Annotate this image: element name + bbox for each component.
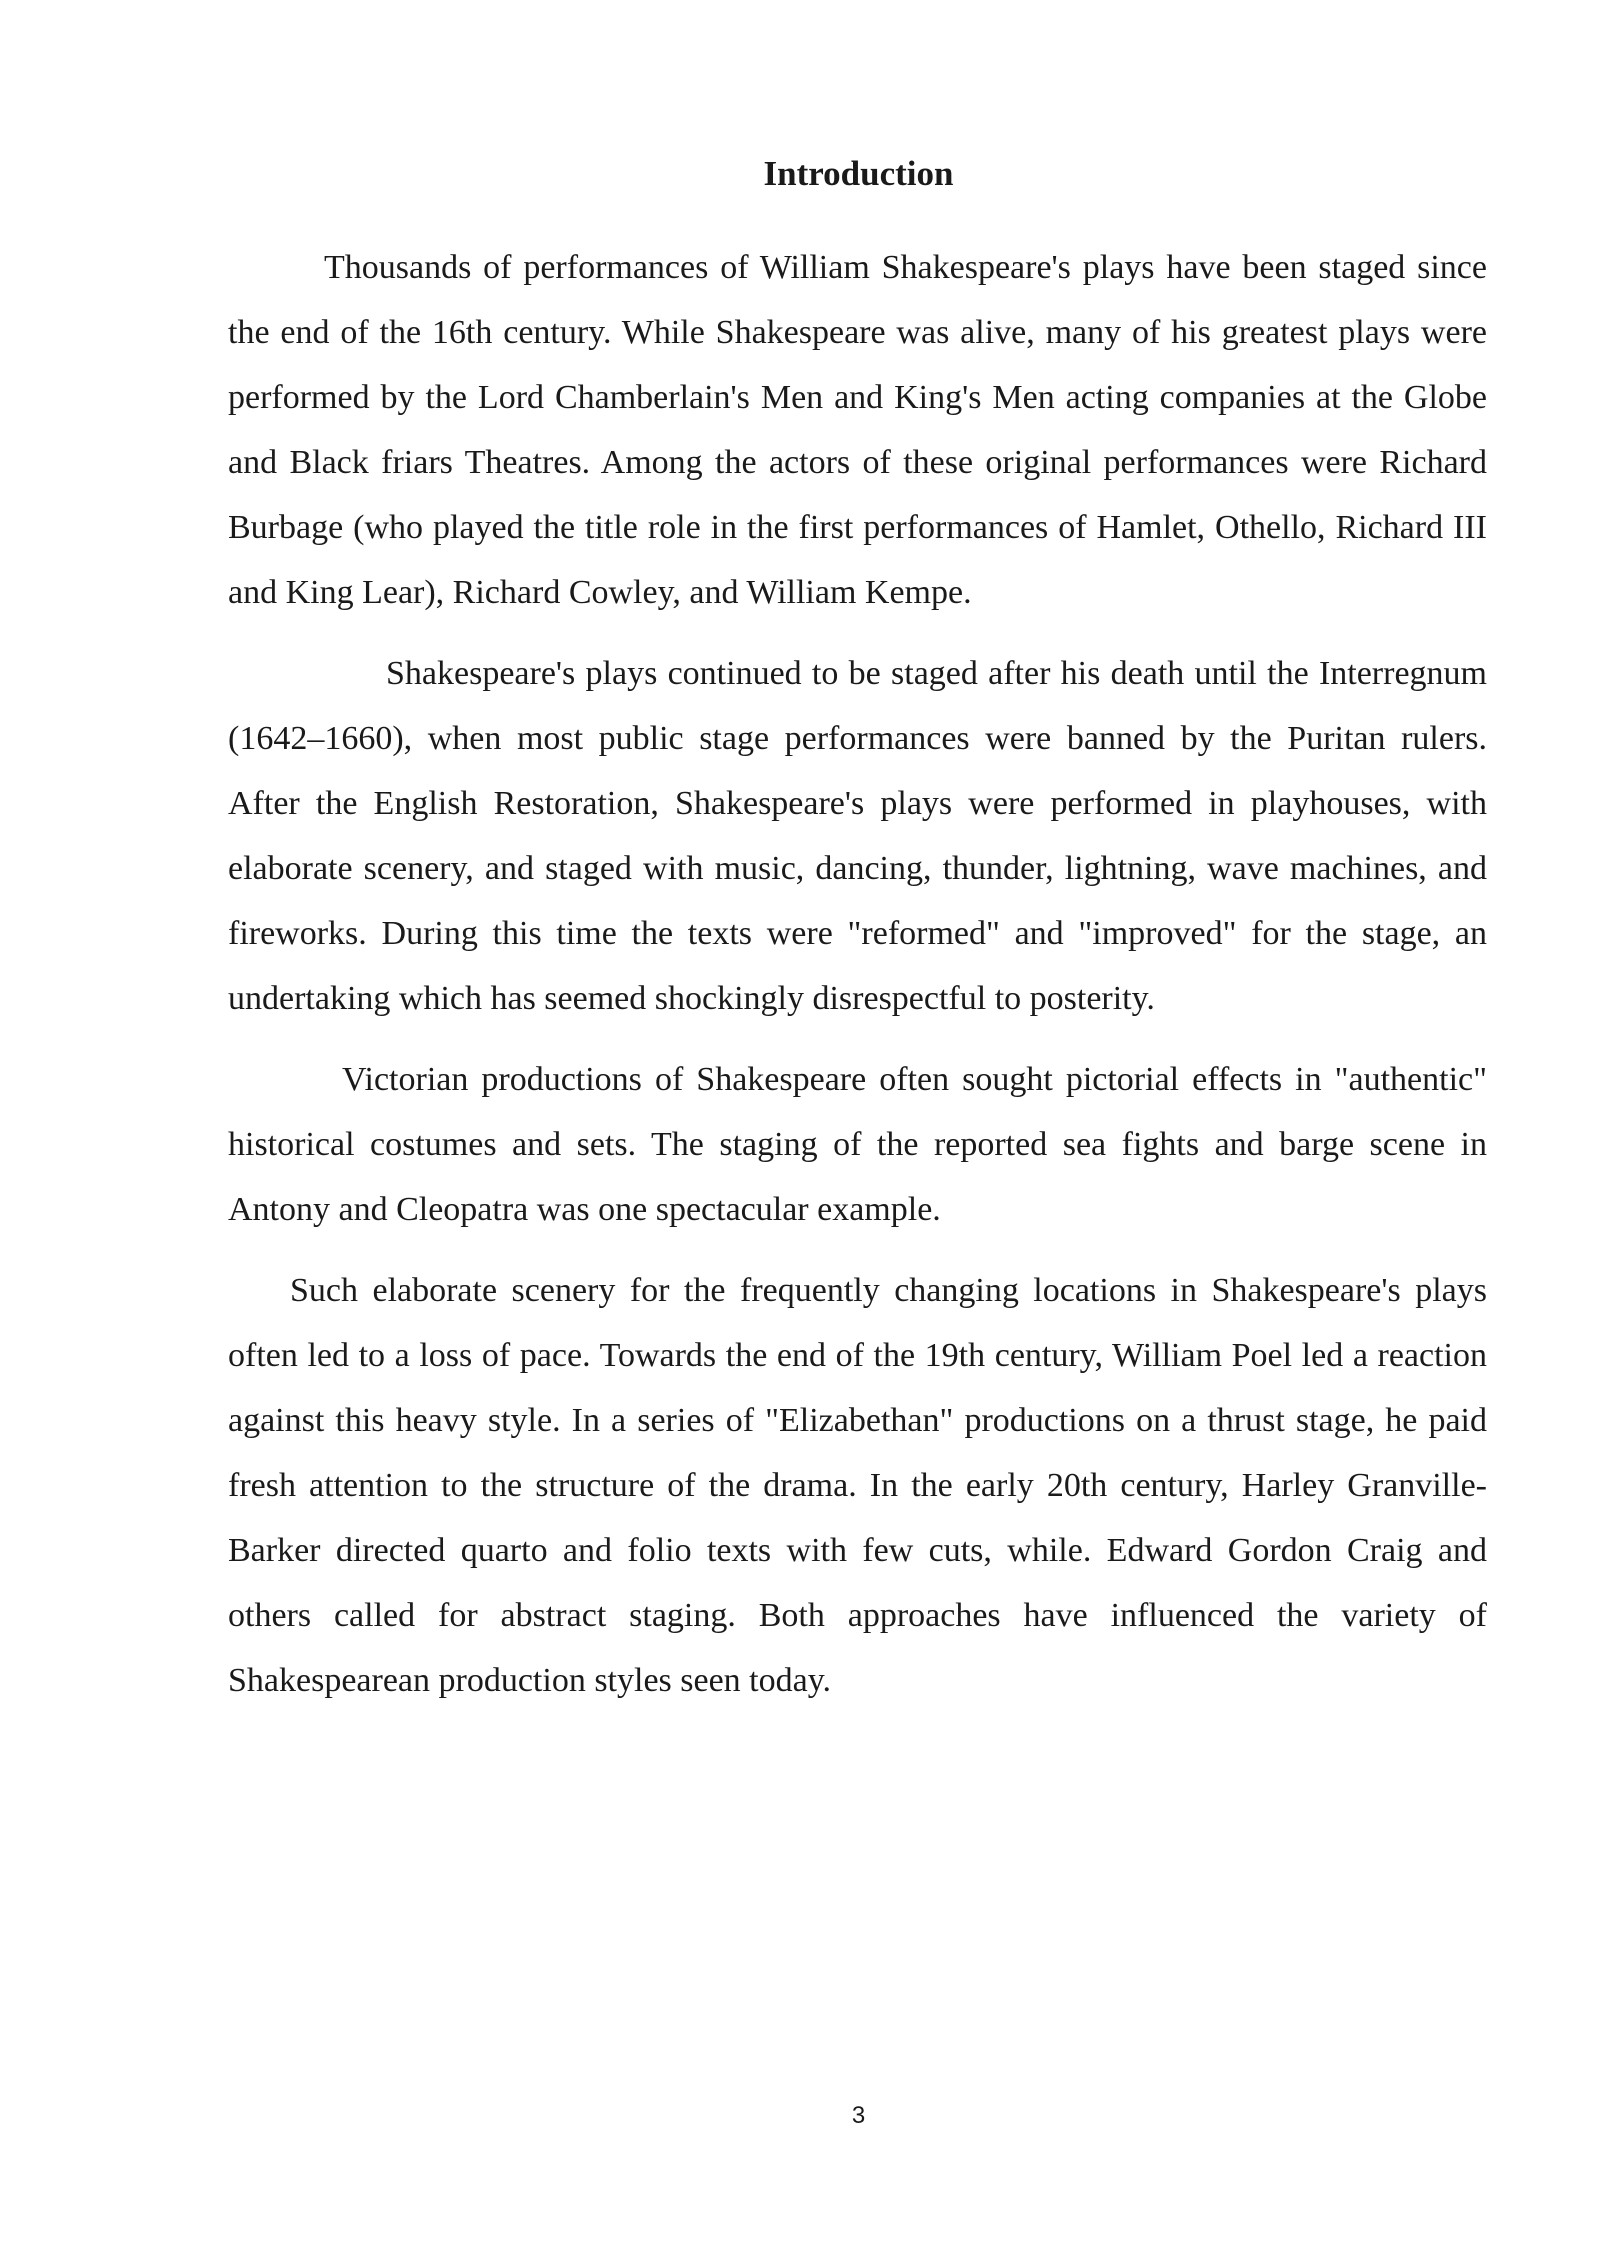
page-number: 3 [851,2102,866,2129]
page-title: Introduction [763,154,954,193]
paragraph-1: Thousands of performances of William Shakespeare's plays have been staged since the end of the 16th century. While Shakespeare was alive, many of his greatest plays were performed by the Lord Chamberlain's Men and King's Men acting companies at the Globe and Black friars Theatres. Among the actors of these original performances were Richard Burbage (who played the title role in the first performances of Hamlet, Othello, Richard III and King Lear), Richard Cowley, and William Kempe. [228,249,1487,611]
paragraph-2: Shakespeare's plays continued to be staged after his death until the Interregnum (1642–1660), when most public stage performances were banned by the Puritan rulers. After the English Restoration, Shakespeare's plays were performed in playhouses, with elaborate scenery, and staged with music, dancing, thunder, lightning, wave machines, and fireworks. During this time the texts were "reformed" and "improved" for the stage, an undertaking which has seemed shockingly disrespectful to posterity. [228,655,1487,1017]
body-text [228,235,1487,1729]
paragraph-4: Such elaborate scenery for the frequently changing locations in Shakespeare's plays often led to a loss of pace. Towards the end of the 19th century, William Poel led a reaction against this heavy style. In a series of "Elizabethan" productions on a thrust stage, he paid fresh attention to the structure of the drama. In the early 20th century, Harley Granville-Barker directed quarto and folio texts with few cuts, while. Edward Gordon Craig and others called for abstract staging. Both approaches have influenced the variety of Shakespearean production styles seen today. [228,1272,1487,1699]
paragraph-3: Victorian productions of Shakespeare often sought pictorial effects in "authentic" historical costumes and sets. The staging of the reported sea fights and barge scene in Antony and Cleopatra was one spectacular example. [228,1061,1487,1228]
